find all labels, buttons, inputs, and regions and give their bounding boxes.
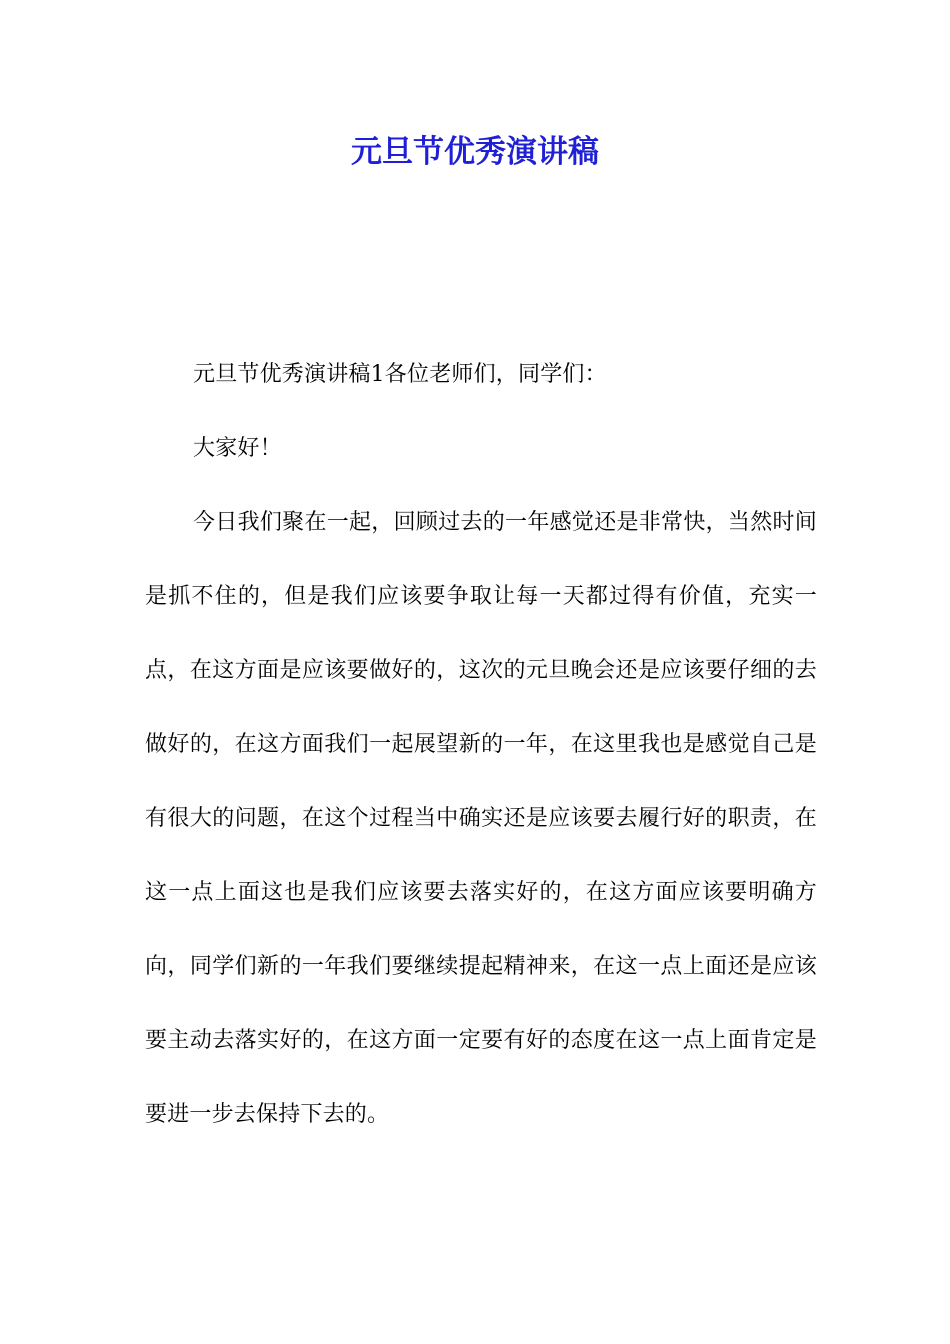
document-body xyxy=(145,338,817,1152)
paragraph-greeting: 大家好！ xyxy=(193,436,282,461)
paragraph-main: 今日我们聚在一起，回顾过去的一年感觉还是非常快，当然时间是抓不住的，但是我们应该要争取让每一天都过得有价值，充实一点，在这方面是应该要做好的，这次的元旦晚会还是应该要仔细的去做好的，在这方面我们一起展望新的一年，在这里我也是感觉自己是有很大的问题，在这个过程当中确实还是应该要去履行好的职责，在这一点上面这也是我们应该要去落实好的，在这方面应该要明确方向，同学们新的一年我们要继续提起精神来，在这一点上面还是应该要主动去落实好的，在这方面一定要有好的态度在这一点上面肯定是要进一步去保持下去的。 xyxy=(145,510,817,1127)
paragraph-greeting-header: 元旦节优秀演讲稿1各位老师们，同学们： xyxy=(193,362,607,387)
document-title: 元旦节优秀演讲稿 xyxy=(351,134,599,170)
